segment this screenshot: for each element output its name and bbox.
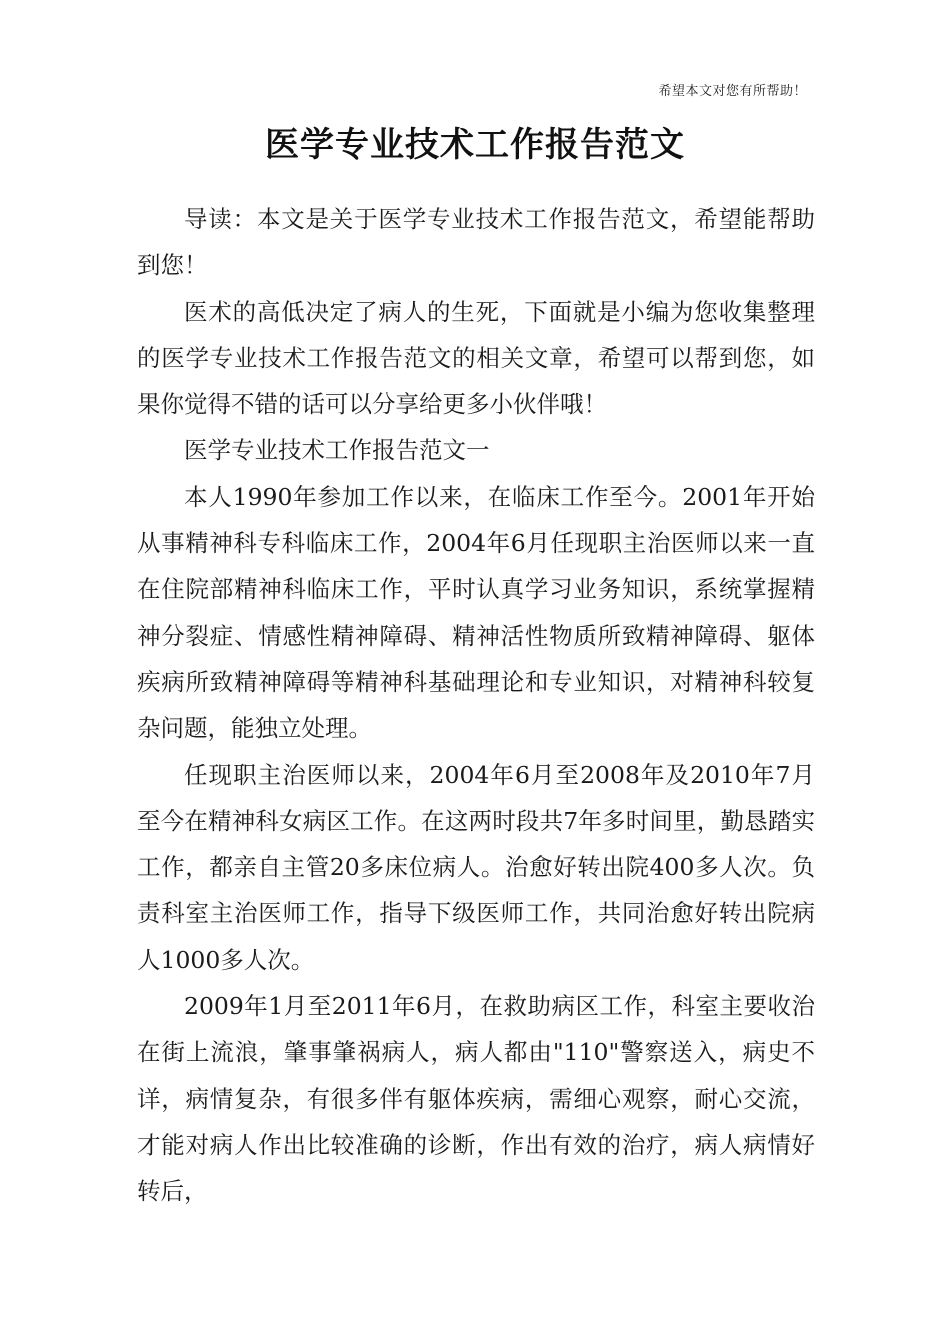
paragraph-summary: 医术的高低决定了病人的生死，下面就是小编为您收集整理的医学专业技术工作报告范文的相关文章，希望可以帮到您，如果你觉得不错的话可以分享给更多小伙伴哦！ xyxy=(137,297,815,419)
paragraph-ward-work: 任现职主治医师以来，2004年6月至2008年及2010年7月至今在精神科女病区工作。在这两时段共7年多时间里，勤恳踏实工作，都亲自主管20多床位病人。治愈好转出院400多人次。负责科室主治医师工作，指导下级医师工作，共同治愈好转出院病人1000多人次。 xyxy=(137,760,815,974)
document-body xyxy=(137,196,815,1215)
header-note: 希望本文对您有所帮助！ xyxy=(658,84,807,99)
paragraph-rescue-ward: 2009年1月至2011年6月，在救助病区工作，科室主要收治在街上流浪，肇事肇祸病人，病人都由"110"警察送入，病史不详，病情复杂，有很多伴有躯体疾病，需细心观察，耐心交流，才能对病人作出比较准确的诊断，作出有效的治疗，病人病情好转后， xyxy=(137,992,815,1206)
section-heading: 医学专业技术工作报告范文一 xyxy=(184,436,490,465)
paragraph-intro: 导读：本文是关于医学专业技术工作报告范文，希望能帮助到您！ xyxy=(137,205,815,280)
document-title: 医学专业技术工作报告范文 xyxy=(265,125,685,165)
paragraph-career: 本人1990年参加工作以来，在临床工作至今。2001年开始从事精神科专科临床工作，2004年6月任现职主治医师以来一直在住院部精神科临床工作，平时认真学习业务知识，系统掌握精神分裂症、情感性精神障碍、精神活性物质所致精神障碍、躯体疾病所致精神障碍等精神科基础理论和专业知识，对精神科较复杂问题，能独立处理。 xyxy=(137,482,815,743)
